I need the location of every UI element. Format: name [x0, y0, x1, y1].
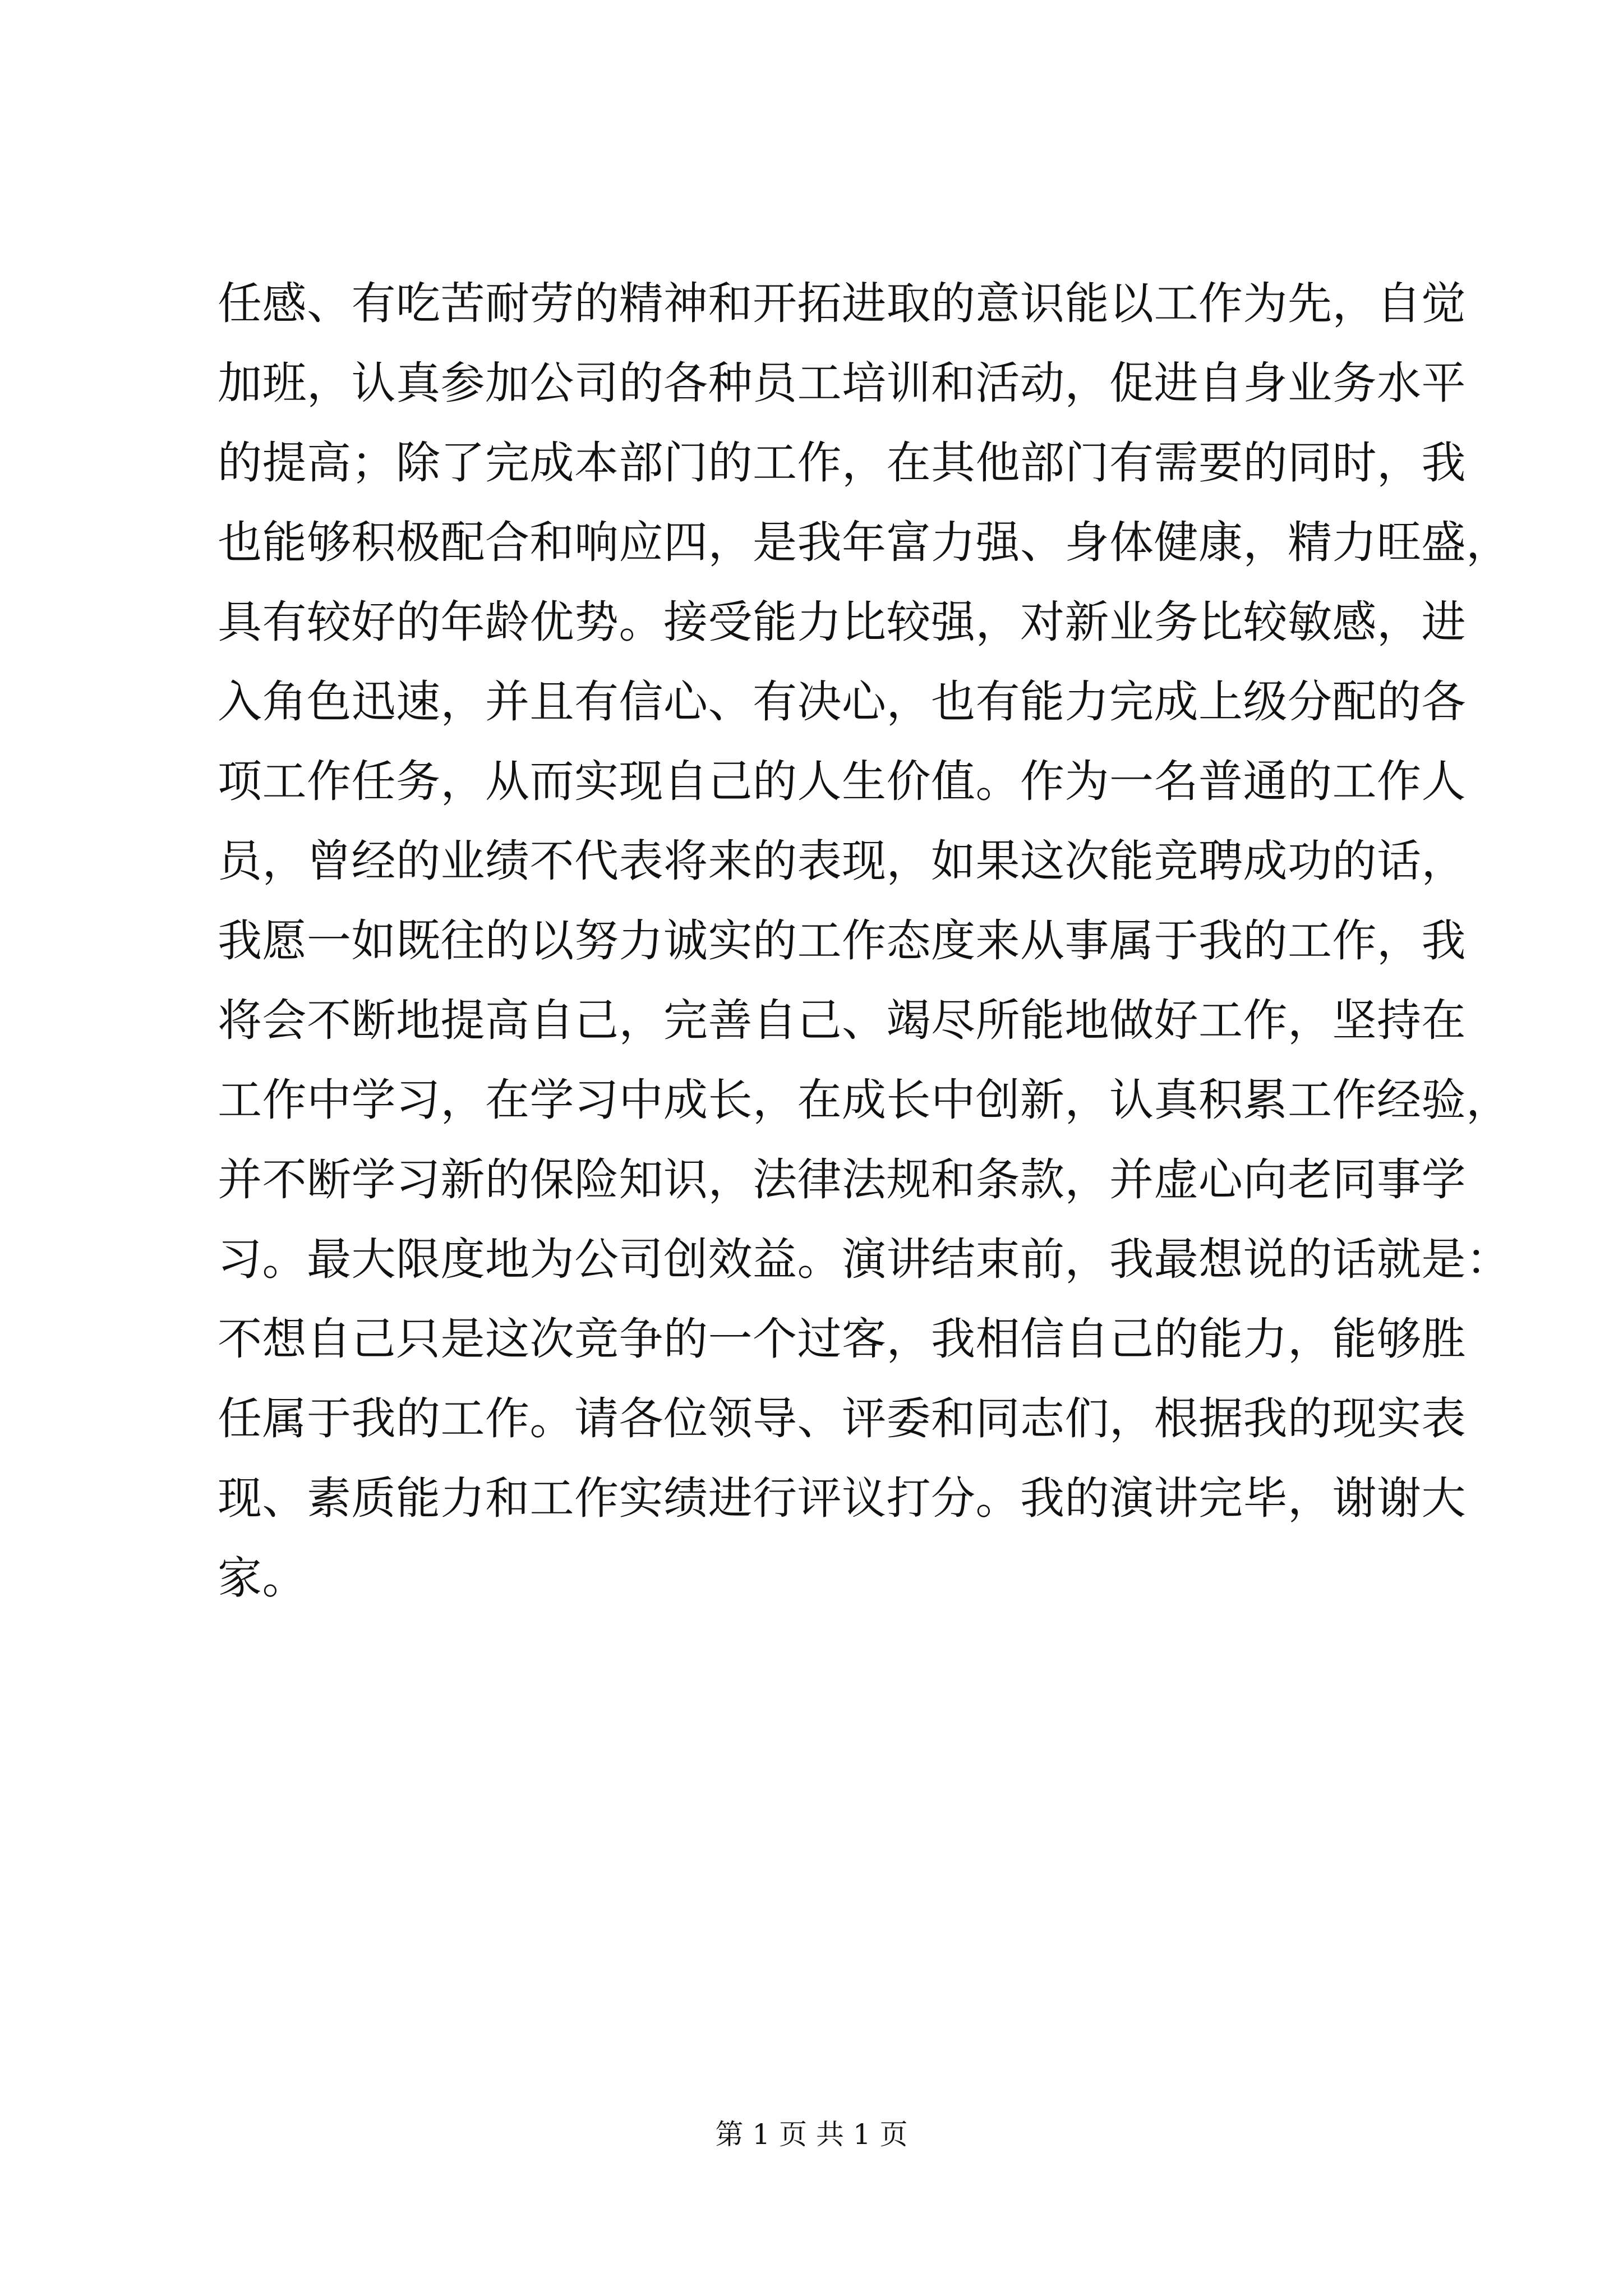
text-line: 我愿一如既往的以努力诚实的工作态度来从事属于我的工作，我 — [218, 915, 1466, 967]
body-paragraph — [218, 264, 1511, 1618]
text-line: 不想自己只是这次竞争的一个过客，我相信自己的能力，能够胜 — [218, 1313, 1466, 1365]
text-line: 员，曾经的业绩不代表将来的表现，如果这次能竞聘成功的话， — [218, 835, 1466, 887]
text-line: 家。 — [218, 1552, 307, 1604]
text-line: 任感、有吃苦耐劳的精神和开拓进取的意识能以工作为先，自觉 — [218, 278, 1466, 329]
text-line: 加班，认真参加公司的各种员工培训和活动，促进自身业务水平 — [218, 357, 1466, 409]
text-line: 现、素质能力和工作实绩进行评议打分。我的演讲完毕，谢谢大 — [218, 1473, 1466, 1524]
text-line: 项工作任务，从而实现自己的人生价值。作为一名普通的工作人 — [218, 756, 1466, 807]
text-line: 将会不断地提高自己，完善自己、竭尽所能地做好工作，坚持在 — [218, 995, 1466, 1046]
text-line: 具有较好的年龄优势。接受能力比较强，对新业务比较敏感，进 — [218, 596, 1466, 648]
text-line: 习。最大限度地为公司创效益。演讲结束前，我最想说的话就是： — [218, 1234, 1511, 1285]
text-line: 任属于我的工作。请各位领导、评委和同志们，根据我的现实表 — [218, 1393, 1466, 1444]
page-number-footer: 第 1 页 共 1 页 — [715, 2118, 908, 2151]
text-line: 工作中学习，在学习中成长，在成长中创新，认真积累工作经验， — [218, 1074, 1511, 1126]
text-line: 也能够积极配合和响应四，是我年富力强、身体健康，精力旺盛， — [218, 517, 1511, 568]
text-line: 入角色迅速，并且有信心、有决心，也有能力完成上级分配的各 — [218, 676, 1466, 728]
text-line: 并不断学习新的保险知识，法律法规和条款，并虚心向老同事学 — [218, 1154, 1466, 1205]
text-line: 的提高；除了完成本部门的工作，在其他部门有需要的同时，我 — [218, 437, 1466, 489]
